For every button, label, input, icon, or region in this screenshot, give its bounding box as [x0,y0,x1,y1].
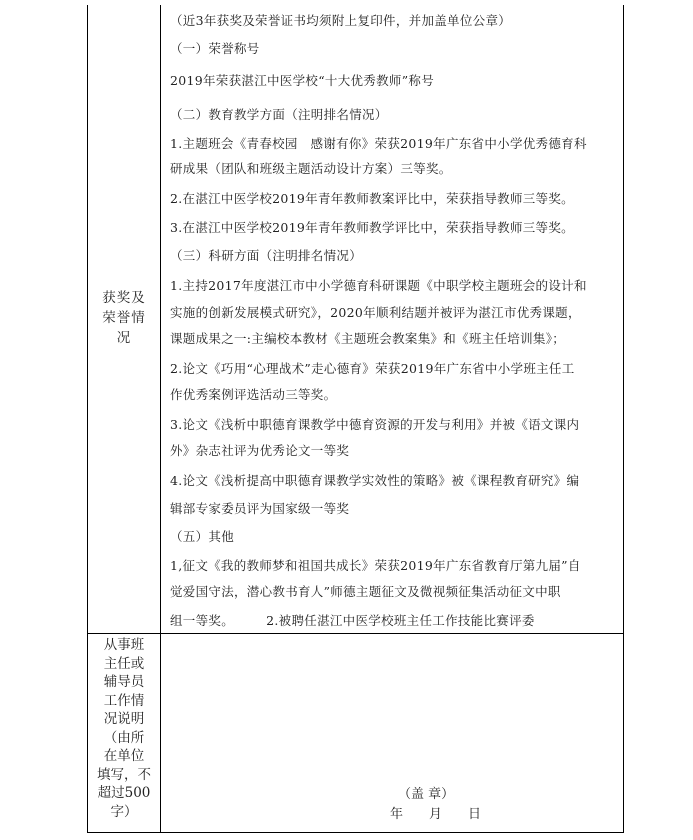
content-line: 辑部专家委员评为国家级一等奖 [170,501,350,516]
column-divider [160,5,161,832]
content-line: 1,征文《我的教师梦和祖国共成长》荣获2019年广东省教育厅第九届”自 [170,558,581,573]
work-label-line: 超过500 [97,785,151,801]
awards-label-line: 获奖及 [102,290,146,306]
awards-label [88,288,160,348]
work-label-line: （由所 [103,729,145,746]
form-table [87,5,624,833]
awards-label-line: 况 [116,330,132,346]
content-line: 课题成果之一:主编校本教材《主题班会教案集》和《班主任培训集》； [170,331,566,346]
content-line: 2.在湛江中医学校2019年青年教师教案评比中，荣获指导教师三等奖。 [170,191,574,206]
work-label-line: 从事班 [103,637,145,653]
work-label-line: 工作情 [103,692,145,709]
content-line: （五）其他 [170,529,235,544]
content-line: 觉爱国守法，潜心教书育人”师德主题征文及微视频征集活动征文中职 [170,584,561,599]
content-line: 实施的创新发展模式研究》，2020年顺利结题并被评为湛江市优秀课题， [170,305,581,320]
content-line: （三）科研方面（注明排名情况） [170,248,363,263]
work-label-line: 填写，不 [97,766,151,783]
awards-label-line: 荣誉情 [102,310,146,326]
content-line: 组一等奖。 2.被聘任湛江中医学校班主任工作技能比赛评委 [170,613,535,628]
content-line: 4.论文《浅析提高中职德育课教学实效性的策略》被《课程教育研究》编 [170,473,580,488]
content-line: 1.主题班会《青春校园 感谢有你》荣获2019年广东省中小学优秀德育科 [170,136,587,151]
content-line: 3.在湛江中医学校2019年青年教师教学评比中，荣获指导教师三等奖。 [170,220,574,235]
content-line: 研成果（团队和班级主题活动设计方案）三等奖。 [170,161,452,176]
content-line: 3.论文《浅析中职德育课教学中德育资源的开发与利用》并被《语文课内 [170,417,580,432]
content-line: （一）荣誉称号 [170,41,260,56]
content-line: 外》杂志社评为优秀论文一等奖 [170,443,350,458]
work-label-line: 况说明 [103,711,145,727]
work-description-label [88,636,160,821]
work-label-line: 在单位 [103,748,145,764]
row-divider [88,633,623,634]
content-line: （近3年获奖及荣誉证书均须附上复印件，并加盖单位公章） [170,13,512,28]
work-label-line: 辅导员 [103,674,145,690]
content-line: 2.论文《巧用“心理战术”走心德育》荣获2019年广东省中小学班主任工 [170,361,575,376]
content-line: 1.主持2017年度湛江市中小学德育科研课题《中职学校主题班会的设计和 [170,278,587,293]
seal-label: （盖 章） [398,787,455,802]
date-label: 年 月 日 [390,807,482,822]
work-label-line: 字） [110,803,138,820]
content-line: （二）教育教学方面（注明排名情况） [170,107,388,122]
content-line: 2019年荣获湛江中医学校“十大优秀教师”称号 [170,73,434,88]
content-line: 作优秀案例评选活动三等奖。 [170,387,337,402]
work-label-line: 主任或 [103,655,145,672]
